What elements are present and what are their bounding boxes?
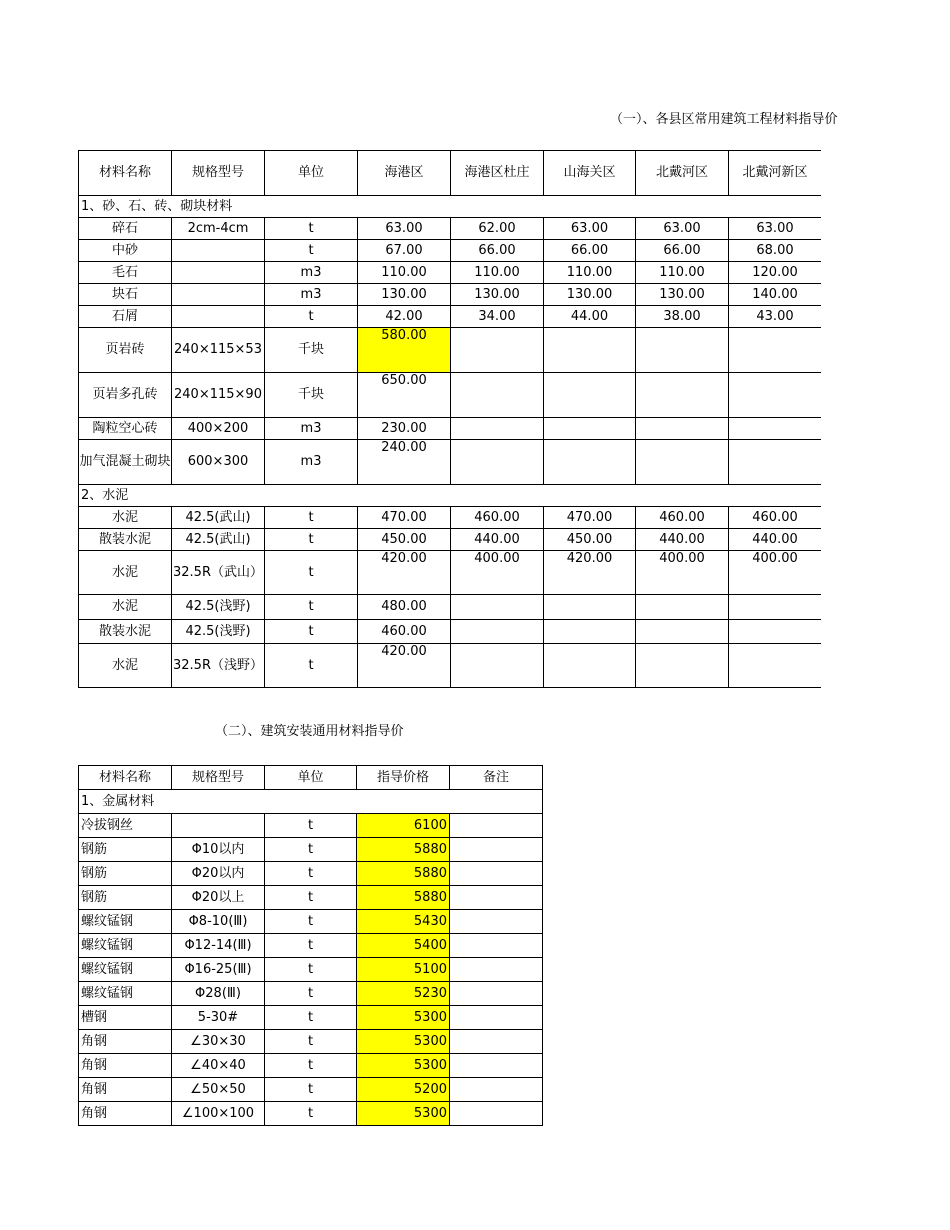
spec: 42.5(武山) [172,507,265,529]
spec: 600×300 [172,440,265,485]
spec [172,284,265,306]
spec: Φ28(Ⅲ) [172,982,265,1006]
guide-price: 5300 [357,1102,450,1126]
note [450,1030,543,1054]
column-header: 规格型号 [172,151,265,196]
table-row [79,862,543,886]
material-name: 水泥 [79,595,172,620]
unit: t [265,958,357,982]
unit: m3 [265,284,358,306]
spec: 42.5(武山) [172,529,265,551]
unit: t [265,1030,357,1054]
note [450,910,543,934]
table1-title: （一）、各县区常用建筑工程材料指导价 [610,112,838,127]
price-beidaihe [636,418,729,440]
spec: ∠100×100 [172,1102,265,1126]
price-haigang: 67.00 [358,240,451,262]
material-name: 页岩砖 [79,328,172,373]
price-haigang: 130.00 [358,284,451,306]
material-name: 钢筋 [79,862,172,886]
guide-price: 5430 [357,910,450,934]
material-name: 角钢 [79,1030,172,1054]
table-row [79,218,822,240]
material-name: 钢筋 [79,886,172,910]
spec: ∠30×30 [172,1030,265,1054]
table-row [79,982,543,1006]
table-row [79,551,822,595]
spec: ∠50×50 [172,1078,265,1102]
price-haigang: 420.00 [358,551,451,595]
table-row [79,1030,543,1054]
spec: 2cm-4cm [172,218,265,240]
spec: 32.5R（浅野） [172,644,265,688]
guide-price: 5300 [357,1030,450,1054]
price-beidaihe [636,644,729,688]
unit: t [265,240,358,262]
section-row [79,790,543,814]
table-row [79,284,822,306]
guide-price: 5300 [357,1006,450,1030]
column-header: 指导价格 [357,766,450,790]
material-name: 冷拔钢丝 [79,814,172,838]
spec: Φ16-25(Ⅲ) [172,958,265,982]
note [450,1006,543,1030]
section-title: 1、砂、石、砖、砌块材料 [79,196,822,218]
table-row [79,814,543,838]
price-shanhaiguan: 44.00 [544,306,636,328]
unit: t [265,1102,357,1126]
price-haigang: 420.00 [358,644,451,688]
material-name: 散装水泥 [79,529,172,551]
table1-container [78,150,821,692]
spec [172,262,265,284]
price-beidaihe [636,440,729,485]
column-header: 海港区 [358,151,451,196]
table-row [79,1102,543,1126]
price-beidaihe [636,328,729,373]
unit: t [265,620,358,644]
price-shanhaiguan: 470.00 [544,507,636,529]
material-name: 螺纹锰钢 [79,958,172,982]
note [450,886,543,910]
table-row [79,529,822,551]
price-beidaihe-new [729,418,822,440]
table-row [79,240,822,262]
spec [172,240,265,262]
price-haigang-duzhuang [451,418,544,440]
material-name: 陶粒空心砖 [79,418,172,440]
price-shanhaiguan: 130.00 [544,284,636,306]
price-haigang: 42.00 [358,306,451,328]
material-name: 加气混凝土砌块 [79,440,172,485]
price-beidaihe-new: 120.00 [729,262,822,284]
material-name: 槽钢 [79,1006,172,1030]
price-beidaihe-new [729,373,822,418]
price-beidaihe: 460.00 [636,507,729,529]
price-haigang: 480.00 [358,595,451,620]
price-beidaihe-new: 460.00 [729,507,822,529]
material-name: 螺纹锰钢 [79,910,172,934]
price-haigang-duzhuang: 66.00 [451,240,544,262]
column-header: 材料名称 [79,151,172,196]
table-row [79,328,822,373]
price-beidaihe-new: 440.00 [729,529,822,551]
spec: 42.5(浅野) [172,620,265,644]
unit: t [265,595,358,620]
section-title: 2、水泥 [79,485,822,507]
unit: t [265,1078,357,1102]
material-name: 角钢 [79,1054,172,1078]
price-shanhaiguan [544,644,636,688]
spec: ∠40×40 [172,1054,265,1078]
price-shanhaiguan: 63.00 [544,218,636,240]
material-name: 块石 [79,284,172,306]
price-beidaihe-new [729,328,822,373]
section-row [79,196,822,218]
spec: 5-30# [172,1006,265,1030]
unit: t [265,934,357,958]
guide-price: 5100 [357,958,450,982]
price-haigang: 110.00 [358,262,451,284]
unit: 千块 [265,373,358,418]
general-material-price-table [78,765,543,1126]
column-header: 北戴河新区 [729,151,822,196]
price-beidaihe: 130.00 [636,284,729,306]
unit: 千块 [265,328,358,373]
price-beidaihe-new [729,595,822,620]
note [450,1078,543,1102]
table-row [79,262,822,284]
price-beidaihe: 63.00 [636,218,729,240]
guide-price: 5400 [357,934,450,958]
column-header: 海港区杜庄 [451,151,544,196]
spec [172,814,265,838]
price-shanhaiguan: 420.00 [544,551,636,595]
column-header: 规格型号 [172,766,265,790]
note [450,814,543,838]
table-row [79,1078,543,1102]
table-row [79,306,822,328]
price-beidaihe: 440.00 [636,529,729,551]
material-name: 页岩多孔砖 [79,373,172,418]
price-beidaihe-new: 140.00 [729,284,822,306]
table-row [79,838,543,862]
price-haigang-duzhuang: 400.00 [451,551,544,595]
unit: m3 [265,440,358,485]
material-name: 中砂 [79,240,172,262]
price-haigang: 240.00 [358,440,451,485]
spec: 42.5(浅野) [172,595,265,620]
price-haigang: 650.00 [358,373,451,418]
table-row [79,620,822,644]
price-haigang-duzhuang [451,595,544,620]
column-header: 单位 [265,151,358,196]
guide-price: 5880 [357,862,450,886]
price-shanhaiguan [544,440,636,485]
note [450,934,543,958]
price-beidaihe-new: 63.00 [729,218,822,240]
spec: Φ10以内 [172,838,265,862]
note [450,1102,543,1126]
spec: Φ20以上 [172,886,265,910]
spec: 240×115×90 [172,373,265,418]
table-row [79,644,822,688]
table-row [79,440,822,485]
table-row [79,595,822,620]
spec: 400×200 [172,418,265,440]
note [450,838,543,862]
unit: t [265,218,358,240]
material-name: 水泥 [79,551,172,595]
price-haigang: 63.00 [358,218,451,240]
price-beidaihe-new: 43.00 [729,306,822,328]
price-shanhaiguan [544,418,636,440]
section-title: 1、金属材料 [79,790,543,814]
material-name: 水泥 [79,507,172,529]
table-row [79,507,822,529]
price-haigang-duzhuang: 34.00 [451,306,544,328]
spec: Φ8-10(Ⅲ) [172,910,265,934]
material-name: 钢筋 [79,838,172,862]
column-header: 山海关区 [544,151,636,196]
table-row [79,886,543,910]
unit: t [265,1006,357,1030]
material-name: 散装水泥 [79,620,172,644]
price-beidaihe-new: 400.00 [729,551,822,595]
price-haigang: 580.00 [358,328,451,373]
unit: t [265,982,357,1006]
table-row [79,418,822,440]
guide-price: 5880 [357,838,450,862]
price-beidaihe: 110.00 [636,262,729,284]
price-beidaihe-new [729,440,822,485]
guide-price: 5880 [357,886,450,910]
material-name: 水泥 [79,644,172,688]
column-header: 备注 [450,766,543,790]
price-shanhaiguan: 450.00 [544,529,636,551]
price-beidaihe: 400.00 [636,551,729,595]
price-shanhaiguan [544,620,636,644]
unit: t [265,529,358,551]
price-beidaihe: 66.00 [636,240,729,262]
table-row [79,373,822,418]
material-name: 毛石 [79,262,172,284]
note [450,958,543,982]
column-header: 材料名称 [79,766,172,790]
price-haigang-duzhuang: 110.00 [451,262,544,284]
unit: t [265,551,358,595]
price-beidaihe [636,373,729,418]
column-header: 北戴河区 [636,151,729,196]
unit: t [265,507,358,529]
guide-price: 5200 [357,1078,450,1102]
table2-container [78,765,543,1126]
material-name: 角钢 [79,1102,172,1126]
price-shanhaiguan [544,328,636,373]
unit: m3 [265,262,358,284]
price-beidaihe [636,595,729,620]
note [450,862,543,886]
price-haigang-duzhuang [451,644,544,688]
price-shanhaiguan: 110.00 [544,262,636,284]
unit: t [265,306,358,328]
table1-header-row [79,151,822,196]
table2-title: （二）、建筑安装通用材料指导价 [215,724,404,739]
price-haigang-duzhuang: 62.00 [451,218,544,240]
unit: t [265,862,357,886]
price-shanhaiguan [544,595,636,620]
material-name: 石屑 [79,306,172,328]
note [450,1054,543,1078]
table-row [79,958,543,982]
spec [172,306,265,328]
guide-price: 5230 [357,982,450,1006]
unit: t [265,1054,357,1078]
guide-price: 6100 [357,814,450,838]
table-row [79,1006,543,1030]
material-name: 角钢 [79,1078,172,1102]
price-haigang-duzhuang [451,373,544,418]
note [450,982,543,1006]
regional-price-table [78,150,821,688]
unit: m3 [265,418,358,440]
unit: t [265,814,357,838]
material-name: 螺纹锰钢 [79,982,172,1006]
spec: Φ12-14(Ⅲ) [172,934,265,958]
price-haigang-duzhuang [451,440,544,485]
price-haigang-duzhuang: 460.00 [451,507,544,529]
price-haigang-duzhuang [451,620,544,644]
price-haigang-duzhuang [451,328,544,373]
price-beidaihe-new [729,644,822,688]
spec: 240×115×53 [172,328,265,373]
column-header: 单位 [265,766,357,790]
price-beidaihe-new: 68.00 [729,240,822,262]
table-row [79,934,543,958]
price-haigang-duzhuang: 130.00 [451,284,544,306]
spec: 32.5R（武山） [172,551,265,595]
material-name: 碎石 [79,218,172,240]
price-haigang: 230.00 [358,418,451,440]
price-haigang: 450.00 [358,529,451,551]
price-haigang: 470.00 [358,507,451,529]
table-row [79,910,543,934]
price-beidaihe-new [729,620,822,644]
material-name: 螺纹锰钢 [79,934,172,958]
price-shanhaiguan [544,373,636,418]
unit: t [265,838,357,862]
price-beidaihe [636,620,729,644]
price-shanhaiguan: 66.00 [544,240,636,262]
section-row [79,485,822,507]
price-beidaihe: 38.00 [636,306,729,328]
price-haigang: 460.00 [358,620,451,644]
unit: t [265,644,358,688]
unit: t [265,886,357,910]
guide-price: 5300 [357,1054,450,1078]
unit: t [265,910,357,934]
spec: Φ20以内 [172,862,265,886]
table-row [79,1054,543,1078]
price-haigang-duzhuang: 440.00 [451,529,544,551]
table2-header-row [79,766,543,790]
